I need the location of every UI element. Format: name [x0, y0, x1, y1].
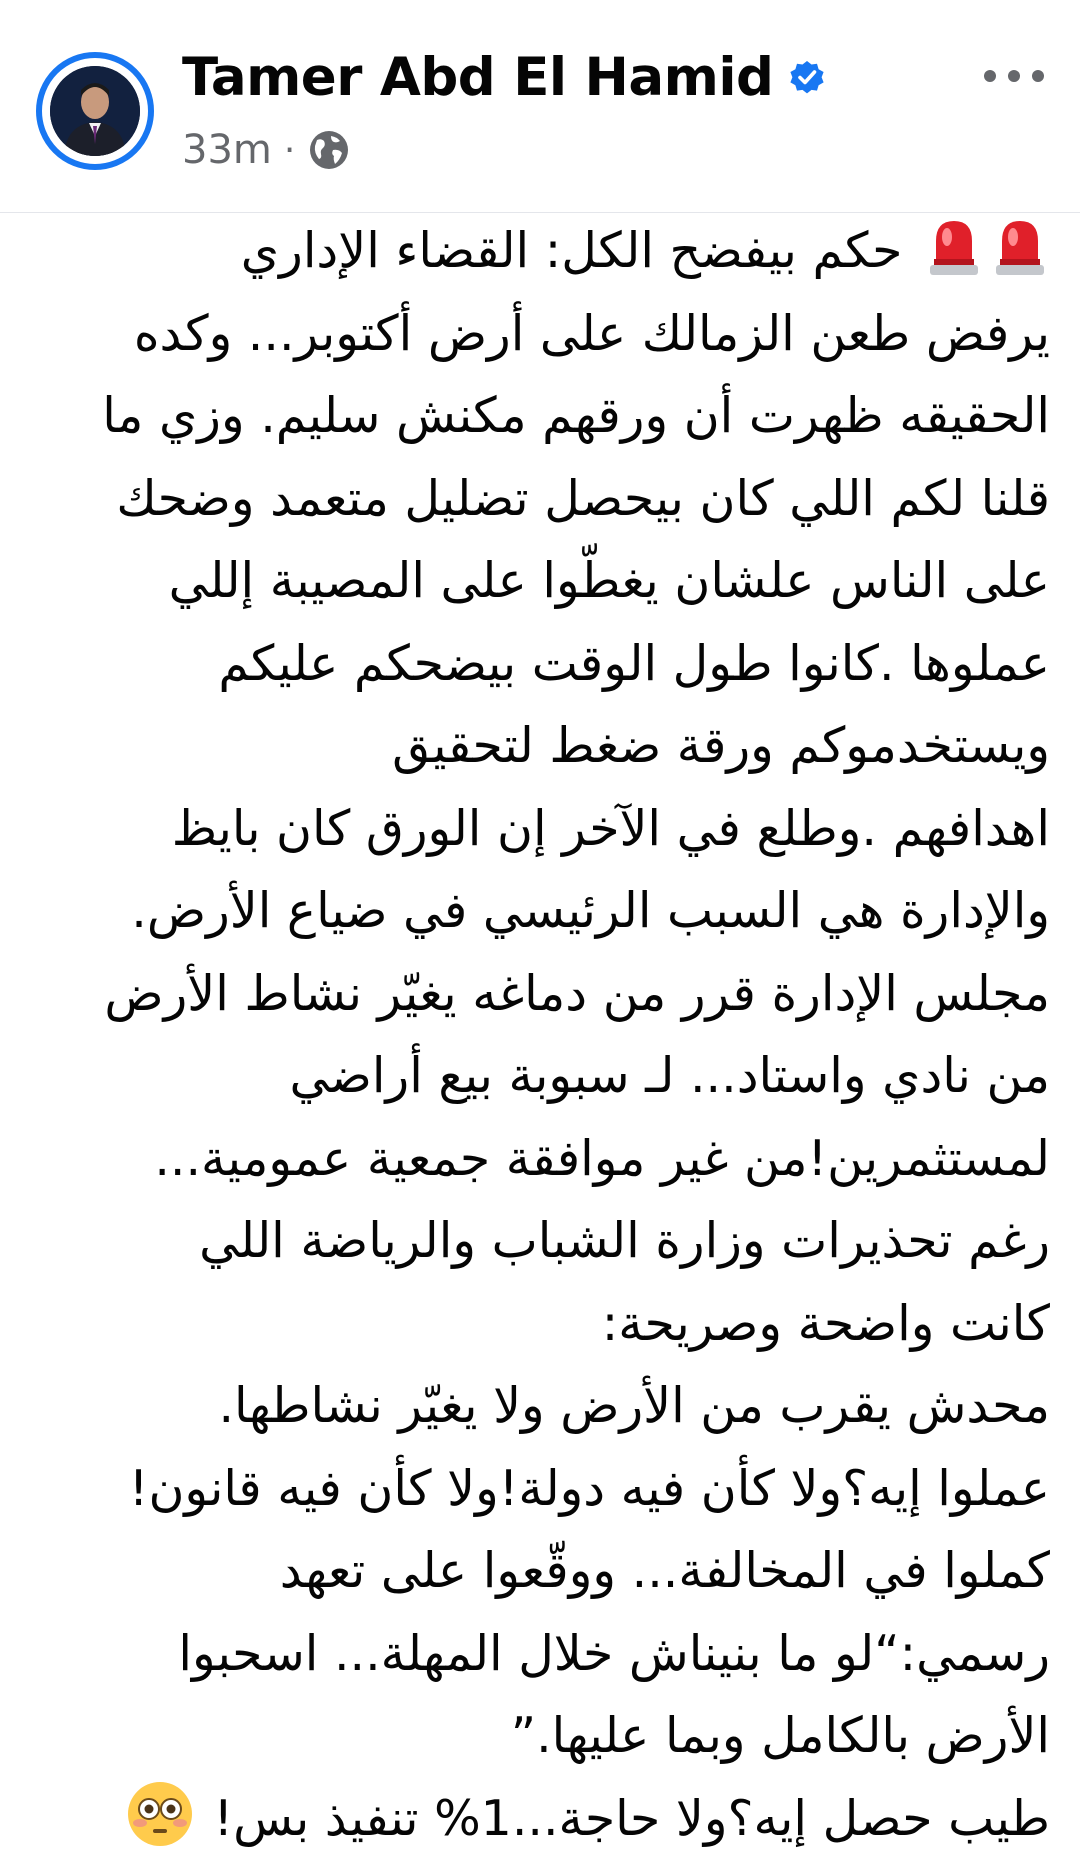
post-line: على الناس علشان يغطّوا على المصيبة إللي [168, 552, 1050, 609]
more-dot [1008, 70, 1020, 82]
post-line: محدش يقرب من الأرض ولا يغيّر نشاطها. [218, 1377, 1050, 1434]
post-line: اهدافهم .وطلع في الآخر إن الورق كان بايظ [171, 799, 1050, 857]
post-line: يرفض طعن الزمالك على أرض أكتوبر... وكده [133, 304, 1050, 362]
post-line: من نادي واستاد... لـ سبوبة بيع أراضي [289, 1047, 1050, 1104]
more-dot [1032, 70, 1044, 82]
post-line: رغم تحذيرات وزارة الشباب والرياضة اللي [199, 1212, 1050, 1269]
post-body [30, 210, 1050, 1860]
police-siren-emoji [924, 215, 984, 277]
post-text: حكم بيفضح الكل: القضاء الإداري [240, 222, 903, 279]
post-line: مجلس الإدارة قرر من دماغه يغيّر نشاط الأرض [104, 964, 1050, 1022]
post-line: ويستخدموكم ورقة ضغط لتحقيق [392, 717, 1050, 774]
more-options-icon[interactable] [984, 56, 1044, 96]
post-line: الحقيقه ظهرت أن ورقهم مكنش سليم. وزي ما [102, 387, 1050, 444]
avatar-photo [50, 66, 140, 156]
author-avatar[interactable] [36, 52, 154, 170]
globe-icon[interactable] [307, 128, 351, 172]
post-text: طيب حصل إيه؟ولا حاجة...1% تنفيذ بس! [213, 1789, 1050, 1847]
post-line [30, 1778, 1050, 1861]
post-line: قلنا لكم اللي كان بيحصل تضليل متعمد وضحك [116, 469, 1050, 527]
post-line: رسمي:“لو ما بنيناش خلال المهلة... اسحبوا [178, 1624, 1050, 1682]
post-time[interactable]: 33m [182, 127, 272, 173]
flushed-face-emoji [125, 1779, 195, 1849]
post-line: كملوا في المخالفة... ووقّعوا على تعهد [279, 1542, 1050, 1599]
post-line: عملوها .كانوا طول الوقت بيضحكم عليكم [218, 634, 1050, 692]
post-line: الأرض بالكامل وبما عليها.” [510, 1707, 1050, 1764]
meta-separator: · [283, 129, 296, 171]
author-row [182, 42, 827, 112]
post-line: والإدارة هي السبب الرئيسي في ضياع الأرض. [131, 882, 1050, 939]
post-meta [182, 122, 351, 178]
post-line: لمستثمرين!من غير موافقة جمعية عمومية... [154, 1129, 1050, 1187]
police-siren-emoji [990, 215, 1050, 277]
post-header [0, 0, 1080, 210]
post-line [30, 210, 1050, 293]
post-line: كانت واضحة وصريحة: [601, 1294, 1050, 1352]
author-name[interactable]: Tamer Abd El Hamid [182, 46, 774, 108]
post-line: عملوا إيه؟ولا كأن فيه دولة!ولا كأن فيه قانون! [128, 1459, 1050, 1517]
verified-badge-icon [787, 57, 827, 97]
more-dot [984, 70, 996, 82]
